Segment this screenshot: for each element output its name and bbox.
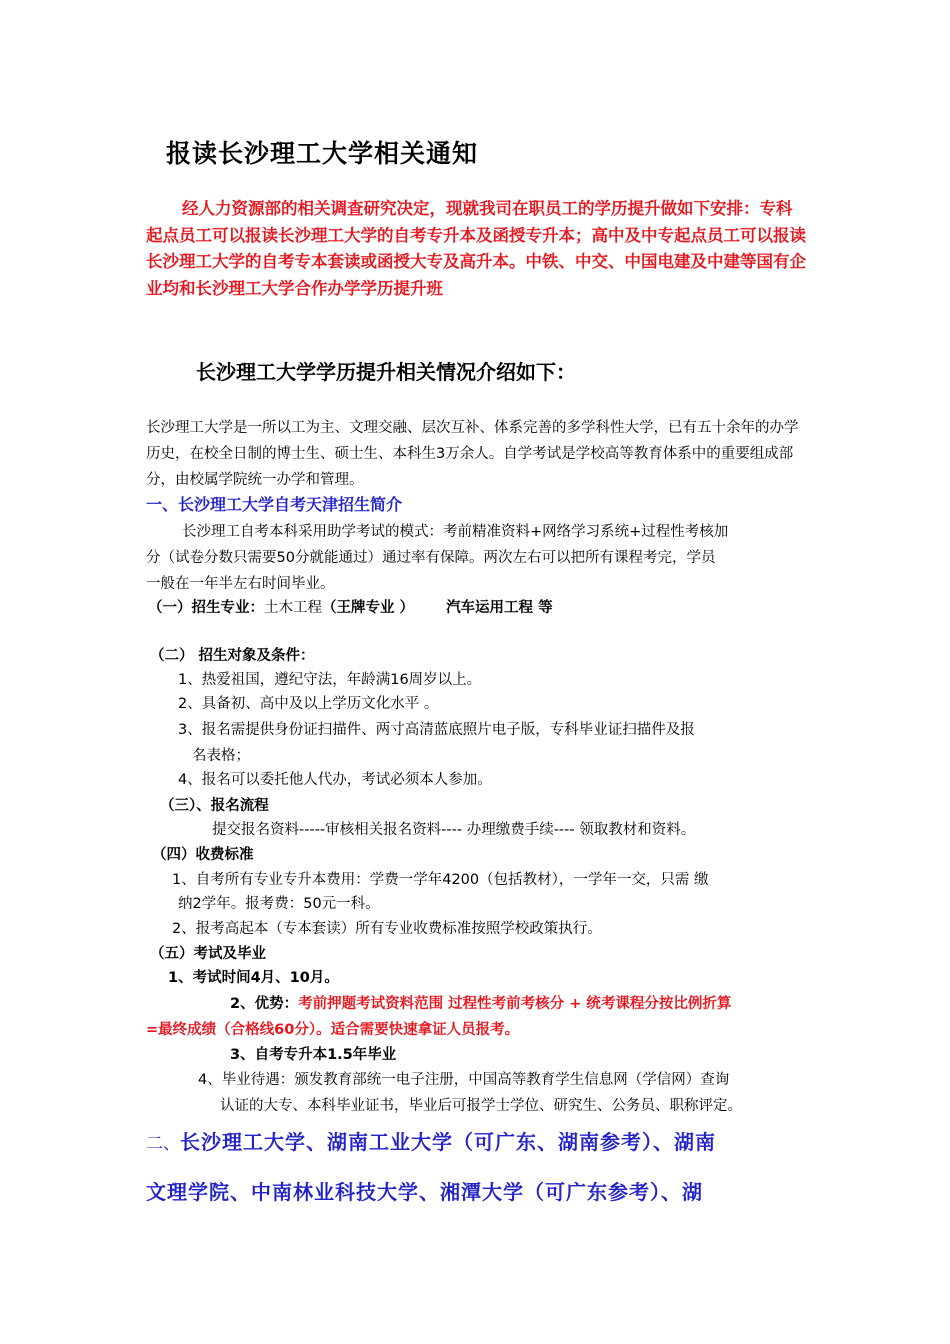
majors-civil: 土木工程 <box>264 600 322 616</box>
section2-line1 <box>146 1126 716 1155</box>
process-label: （三）、报名流程 <box>160 798 269 814</box>
section1-para-line1: 长沙理工自考本科采用助学考试的模式：考前精准资料+网络学习系统+过程性考核加 <box>182 524 729 540</box>
exam-2-line2: =最终成绩（合格线60分）。适合需要快速拿证人员报考。 <box>146 1022 520 1038</box>
majors-auto: 汽车运用工程 等 <box>446 600 553 616</box>
majors-row <box>148 596 553 617</box>
exam-4a: 4、毕业待遇：颁发教育部统一电子注册，中国高等教育学生信息网（学信网）查询 <box>198 1072 730 1088</box>
fee-label: （四）收费标准 <box>152 847 254 863</box>
exam-label: （五）考试及毕业 <box>150 946 266 962</box>
fee-2: 2、报考高起本（专本套读）所有专业收费标准按照学校政策执行。 <box>172 921 602 937</box>
university-intro: 长沙理工大学是一所以工为主、文理交融、层次互补、体系完善的多学科性大学，已有五十余年的办学历史，在校全日制的博士生、硕士生、本科生3万余人。自学考试是学校高等教育体系中的重要组成部分，由校属学院统一办学和管理。 <box>146 420 799 488</box>
condition-3a: 3、报名需提供身份证扫描件、两寸高清蓝底照片电子版，专科毕业证扫描件及报 <box>178 722 695 738</box>
fee-1a: 1、自考所有专业专升本费用：学费一学年4200（包括教材），一学年一交，只需 缴 <box>172 872 709 888</box>
majors-flagship: （王牌专业 ） <box>322 600 415 616</box>
section2-prefix: 二、 <box>146 1134 180 1154</box>
document-title: 报读长沙理工大学相关通知 <box>166 139 479 168</box>
conditions-label: （二） 招生对象及条件： <box>150 648 315 664</box>
condition-3b: 名表格； <box>192 748 250 764</box>
exam-1: 1、考试时间4月、10月。 <box>168 970 339 986</box>
section2-line2: 文理学院、中南林业科技大学、湘潭大学（可广东参考）、湖 <box>146 1180 703 1204</box>
majors-label: （一）招生专业： <box>148 600 264 616</box>
exam-2-prefix: 2、优势： <box>230 996 299 1012</box>
section1-para-line2: 分（试卷分数只需要50分就能通过）通过率有保障。两次左右可以把所有课程考完，学员 <box>146 550 716 566</box>
exam-4b: 认证的大专、本科毕业证书，毕业后可报学士学位、研究生、公务员、职称评定。 <box>220 1098 742 1114</box>
exam-3: 3、自考专升本1.5年毕业 <box>230 1047 397 1063</box>
section2-text-1: 长沙理工大学、湖南工业大学（可广东、湖南参考）、湖南 <box>180 1130 716 1154</box>
section1-heading: 一、长沙理工大学自考天津招生简介 <box>146 495 403 514</box>
notice-paragraph: 经人力资源部的相关调查研究决定，现就我司在职员工的学历提升做如下安排：专科起点员工可以报读长沙理工大学的自考专升本及函授专升本；高中及中专起点员工可以报读长沙理工大学的自考专本套读或函授大专及高升本。中铁、中交、中国电建及中建等国有企业均和长沙理工大学合作办学学历提升班 <box>146 199 806 298</box>
process-text: 提交报名资料-----审核相关报名资料---- 办理缴费手续---- 领取教材和资料。 <box>212 822 696 838</box>
section1-para-line3: 一般在一年半左右时间毕业。 <box>146 576 335 592</box>
condition-2: 2、具备初、高中及以上学历文化水平 。 <box>178 696 439 712</box>
intro-subtitle: 长沙理工大学学历提升相关情况介绍如下： <box>196 360 576 384</box>
exam-2-highlight: 考前押题考试资料范围 过程性考前考核分 + 统考课程分按比例折算 <box>298 996 732 1012</box>
condition-1: 1、热爱祖国，遵纪守法，年龄满16周岁以上。 <box>178 672 482 688</box>
exam-2-row <box>230 992 731 1013</box>
condition-4: 4、报名可以委托他人代办，考试必须本人参加。 <box>178 772 492 788</box>
fee-1b: 纳2学年。报考费：50元一科。 <box>178 896 380 912</box>
